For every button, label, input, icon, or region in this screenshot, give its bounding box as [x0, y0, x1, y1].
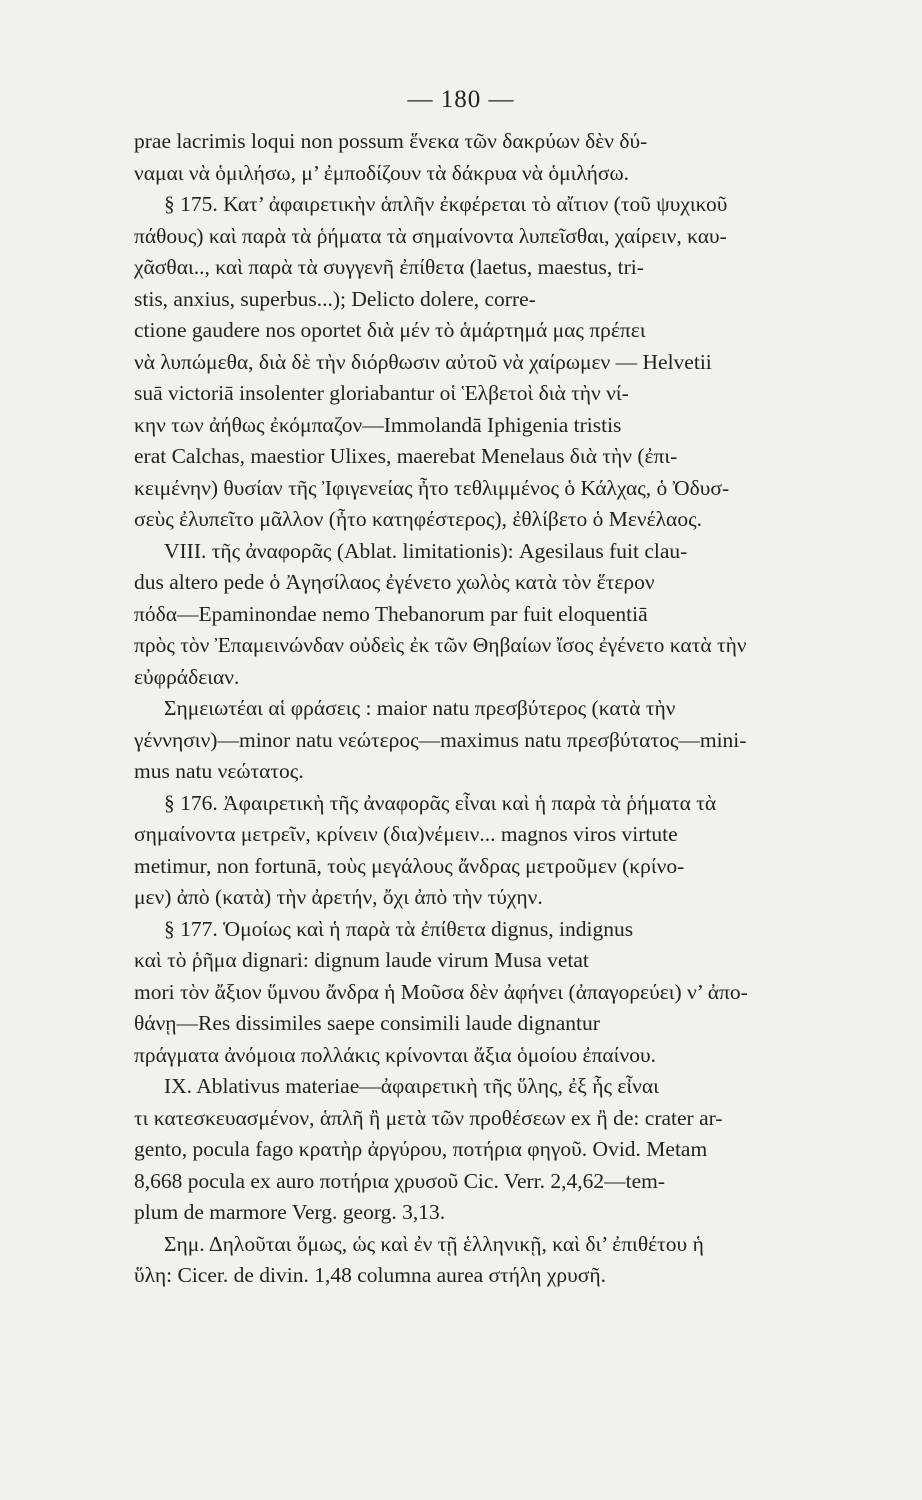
- text-line: ctione gaudere nos oportet διὰ μέν τὸ ἁμάρτημά μας πρέπει: [134, 318, 646, 342]
- text-line: τι κατεσκευασμένον, ἁπλῆ ἢ μετὰ τῶν προθέσεων ex ἢ de: crater ar-: [134, 1105, 723, 1130]
- text-line: mus natu νεώτατος.: [134, 759, 304, 783]
- text-line: 8,668 pocula ex auro ποτήρια χρυσοῦ Cic. Verr. 2,4,62—tem-: [134, 1168, 666, 1193]
- text-line: σημαίνοντα μετρεῖν, κρίνειν (δια)νέμειν... magnos viros virtute: [134, 822, 678, 846]
- text-line: κειμένην) θυσίαν τῆς Ἰφιγενείας ἦτο τεθλιμμένος ὁ Κάλχας, ὁ Ὀδυσ-: [134, 475, 730, 500]
- text-line: πόδα—Epaminondae nemo Thebanorum par fuit eloquentiā: [134, 601, 648, 626]
- text-line: dus altero pede ὁ Ἀγησίλαος ἐγένετο χωλὸς κατὰ τὸν ἕτερον: [134, 570, 655, 594]
- text-line: IX. Ablativus materiae—ἀφαιρετικὴ τῆς ὕλης, ἐξ ἧς εἶναι: [164, 1074, 659, 1098]
- text-line: stis, anxius, superbus...); Delicto dolere, corre-: [134, 286, 536, 311]
- text-line: metimur, non fortunā, τοὺς μεγάλους ἄνδρας μετροῦμεν (κρίνο-: [134, 853, 685, 878]
- text-line: μεν) ἀπὸ (κατὰ) τὴν ἀρετήν, ὄχι ἀπὸ τὴν τύχην.: [134, 885, 543, 909]
- text-line: suā victoriā insolenter gloriabantur οἱ Ἑλβετοὶ διὰ τὴν νί-: [134, 381, 629, 405]
- text-line: κην των ἀήθως ἐκόμπαζον—Immolandā Iphigenia tristis: [134, 412, 622, 437]
- text-line: § 175. Κατ’ ἀφαιρετικὴν ἁπλῆν ἐκφέρεται τὸ αἴτιον (τοῦ ψυχικοῦ: [164, 192, 728, 216]
- text-line: gento, pocula fago κρατὴρ ἀργύρου, ποτήρια φηγοῦ. Ovid. Metam: [134, 1137, 708, 1161]
- text-line: plum de marmore Verg. georg. 3,13.: [134, 1200, 446, 1224]
- text-line: prae lacrimis loqui non possum ἕνεκα τῶν δακρύων δὲν δύ-: [134, 129, 648, 153]
- text-line: σεὺς ἐλυπεῖτο μᾶλλον (ἦτο κατηφέστερος), ἐθλίβετο ὁ Μενέλαος.: [134, 507, 702, 531]
- text-line: § 177. Ὁμοίως καὶ ἡ παρὰ τὰ ἐπίθετα dignus, indignus: [164, 916, 634, 941]
- text-line: Σημ. Δηλοῦται ὅμως, ὡς καὶ ἐν τῇ ἑλληνικῇ, καὶ δι’ ἐπιθέτου ἡ: [164, 1231, 704, 1256]
- text-line: ὕλη: Cicer. de divin. 1,48 columna aurea στήλη χρυσῆ.: [134, 1263, 606, 1287]
- text-line: εὐφράδειαν.: [134, 664, 240, 689]
- text-line: θάνῃ—Res dissimiles saepe consimili laude dignantur: [134, 1011, 600, 1035]
- text-line: Σημειωτέαι αἱ φράσεις : maior natu πρεσβύτερος (κατὰ τὴν: [164, 696, 676, 720]
- text-line: νὰ λυπώμεθα, διὰ δὲ τὴν διόρθωσιν αὐτοῦ νὰ χαίρωμεν — Helvetii: [134, 349, 712, 374]
- text-line: erat Calchas, maestior Ulixes, maerebat Menelaus διὰ τὴν (ἐπι-: [134, 444, 678, 468]
- text-line: ναμαι νὰ ὁμιλήσω, μ’ ἐμποδίζουν τὰ δάκρυα νὰ ὁμιλήσω.: [134, 160, 630, 185]
- text-line: καὶ τὸ ῥῆμα dignari: dignum laude virum Musa vetat: [134, 948, 589, 972]
- text-line: mori τὸν ἄξιον ὕμνου ἄνδρα ἡ Μοῦσα δὲν ἀφήνει (ἀπαγορεύει) ν’ ἀπο-: [134, 979, 748, 1004]
- text-line: VIII. τῆς ἀναφορᾶς (Ablat. limitationis): Agesilaus fuit clau-: [164, 538, 688, 563]
- page-number: — 180 —: [407, 86, 515, 113]
- body-text: [134, 126, 918, 1292]
- text-line: πράγματα ἀνόμοια πολλάκις κρίνονται ἄξια ὁμοίου ἐπαίνου.: [134, 1042, 656, 1067]
- text-line: χᾶσθαι.., καὶ παρὰ τὰ συγγενῆ ἐπίθετα (laetus, maestus, tri-: [134, 255, 644, 279]
- text-line: πρὸς τὸν Ἐπαμεινώνδαν οὐδεὶς ἐκ τῶν Θηβαίων ἴσος ἐγένετο κατὰ τὴν: [134, 633, 747, 657]
- text-line: γέννησιν)—minor natu νεώτερος—maximus natu πρεσβύτατος—mini-: [134, 727, 747, 752]
- text-line: § 176. Ἀφαιρετικὴ τῆς ἀναφορᾶς εἶναι καὶ ἡ παρὰ τὰ ῥήματα τὰ: [164, 790, 717, 815]
- text-line: πάθους) καὶ παρὰ τὰ ῥήματα τὰ σημαίνοντα λυπεῖσθαι, χαίρειν, καυ-: [134, 223, 727, 248]
